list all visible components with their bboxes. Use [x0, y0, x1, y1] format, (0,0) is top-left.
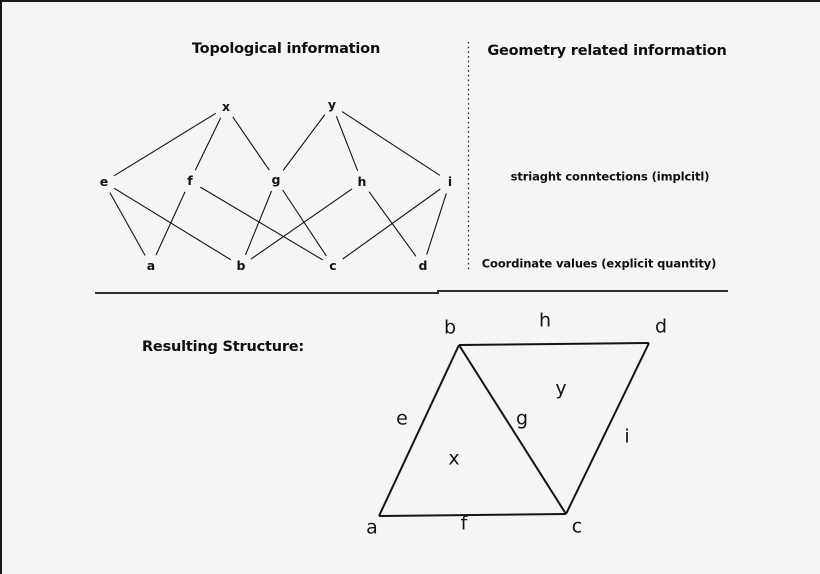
structure-vertex-label-a: a: [366, 516, 378, 539]
graph-node-i: i: [447, 173, 453, 189]
graph-node-h: h: [357, 173, 367, 189]
resulting-structure-label: Resulting Structure:: [141, 338, 305, 355]
geometry-note-connections: striaght conntections (implcitl): [510, 169, 710, 184]
graph-node-b: b: [236, 257, 246, 273]
structure-edge-label-i: i: [624, 425, 630, 448]
graph-node-a: a: [146, 257, 156, 273]
structure-vertex-label-d: d: [654, 315, 668, 338]
graph-node-x: x: [221, 98, 231, 114]
structure-vertex-label-c: c: [571, 515, 583, 538]
label-layer: [2, 2, 820, 574]
graph-node-d: d: [418, 257, 428, 273]
structure-edge-label-f: f: [460, 512, 468, 535]
structure-edge-label-g: g: [515, 407, 529, 430]
geometry-panel-title: Geometry related information: [487, 42, 727, 59]
graph-node-y: y: [327, 96, 337, 112]
structure-edge-label-h: h: [538, 309, 552, 332]
structure-face-label-x: x: [448, 447, 460, 470]
structure-face-label-y: y: [555, 377, 567, 400]
graph-node-e: e: [99, 173, 109, 189]
structure-vertex-label-b: b: [443, 316, 457, 339]
structure-edge-label-e: e: [396, 407, 408, 430]
graph-node-g: g: [271, 171, 281, 187]
graph-node-c: c: [329, 257, 337, 273]
geometry-note-coordinates: Coordinate values (explicit quantity): [481, 256, 717, 271]
topological-panel-title: Topological information: [191, 40, 381, 57]
graph-node-f: f: [187, 172, 193, 188]
